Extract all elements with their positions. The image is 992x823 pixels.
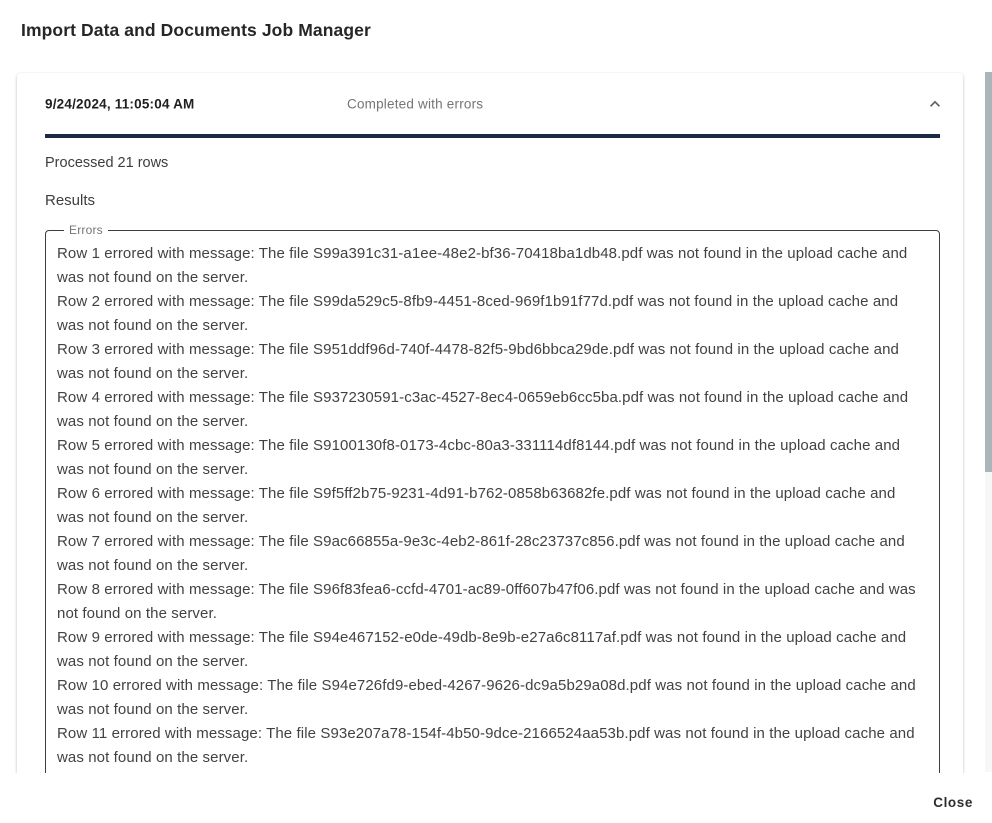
vertical-scrollbar-track[interactable] [985,72,992,772]
collapse-job-button[interactable] [921,90,949,118]
error-message: Row 4 errored with message: The file S937230591-c3ac-4527-8ec4-0659eb6cc5ba.pdf was not found in the upload cache and was not found on the server. [57,389,909,430]
error-message: Row 2 errored with message: The file S99da529c5-8fb9-4451-8ced-969f1b91f77d.pdf was not found in the upload cache and was not found on the server. [57,293,899,334]
job-timestamp: 9/24/2024, 11:05:04 AM [45,96,195,111]
dialog-footer [0,773,992,823]
jobs-scroll-viewport [0,72,984,773]
errors-list [57,242,925,770]
error-message: Row 5 errored with message: The file S9100130f8-0173-4cbc-80a3-331114df8144.pdf was not found in the upload cache and was not found on the server. [57,437,901,478]
errors-output-box [45,224,940,773]
close-button[interactable]: Close [925,791,981,814]
results-label: Results [45,192,96,209]
error-message: Row 6 errored with message: The file S9f5ff2b75-9231-4d91-b762-0858b63682fe.pdf was not found in the upload cache and was not found on the server. [57,485,896,526]
job-status: Completed with errors [347,96,484,111]
error-message: Row 8 errored with message: The file S96f83fea6-ccfd-4701-ac89-0ff607b47f06.pdf was not found in the upload cache and was not found on the server. [57,581,916,622]
error-message: Row 7 errored with message: The file S9ac66855a-9e3c-4eb2-861f-28c23737c856.pdf was not found in the upload cache and was not found on the server. [57,533,905,574]
errors-group-label: Errors [69,223,103,237]
processed-rows-text: Processed 21 rows [45,155,169,171]
error-message: Row 1 errored with message: The file S99a391c31-a1ee-48e2-bf36-70418ba1db48.pdf was not found in the upload cache and was not found on the server. [57,245,908,286]
vertical-scrollbar-thumb[interactable] [985,72,992,472]
error-message: Row 9 errored with message: The file S94e467152-e0de-49db-8e9b-e27a6c8117af.pdf was not found in the upload cache and was not found on the server. [57,629,907,670]
page-title: Import Data and Documents Job Manager [21,20,371,40]
error-message: Row 10 errored with message: The file S94e726fd9-ebed-4267-9626-dc9a5b29a08d.pdf was not found in the upload cache and was not found on the server. [57,677,916,718]
error-message: Row 11 errored with message: The file S93e207a78-154f-4b50-9dce-2166524aa53b.pdf was not found in the upload cache and was not found on the server. [57,725,915,766]
error-message: Row 3 errored with message: The file S951ddf96d-740f-4478-82f5-9bd6bbca29de.pdf was not found in the upload cache and was not found on the server. [57,341,899,382]
job-header[interactable] [17,73,963,134]
chevron-up-icon [925,94,945,114]
job-card [17,73,963,773]
header-divider [45,134,940,138]
